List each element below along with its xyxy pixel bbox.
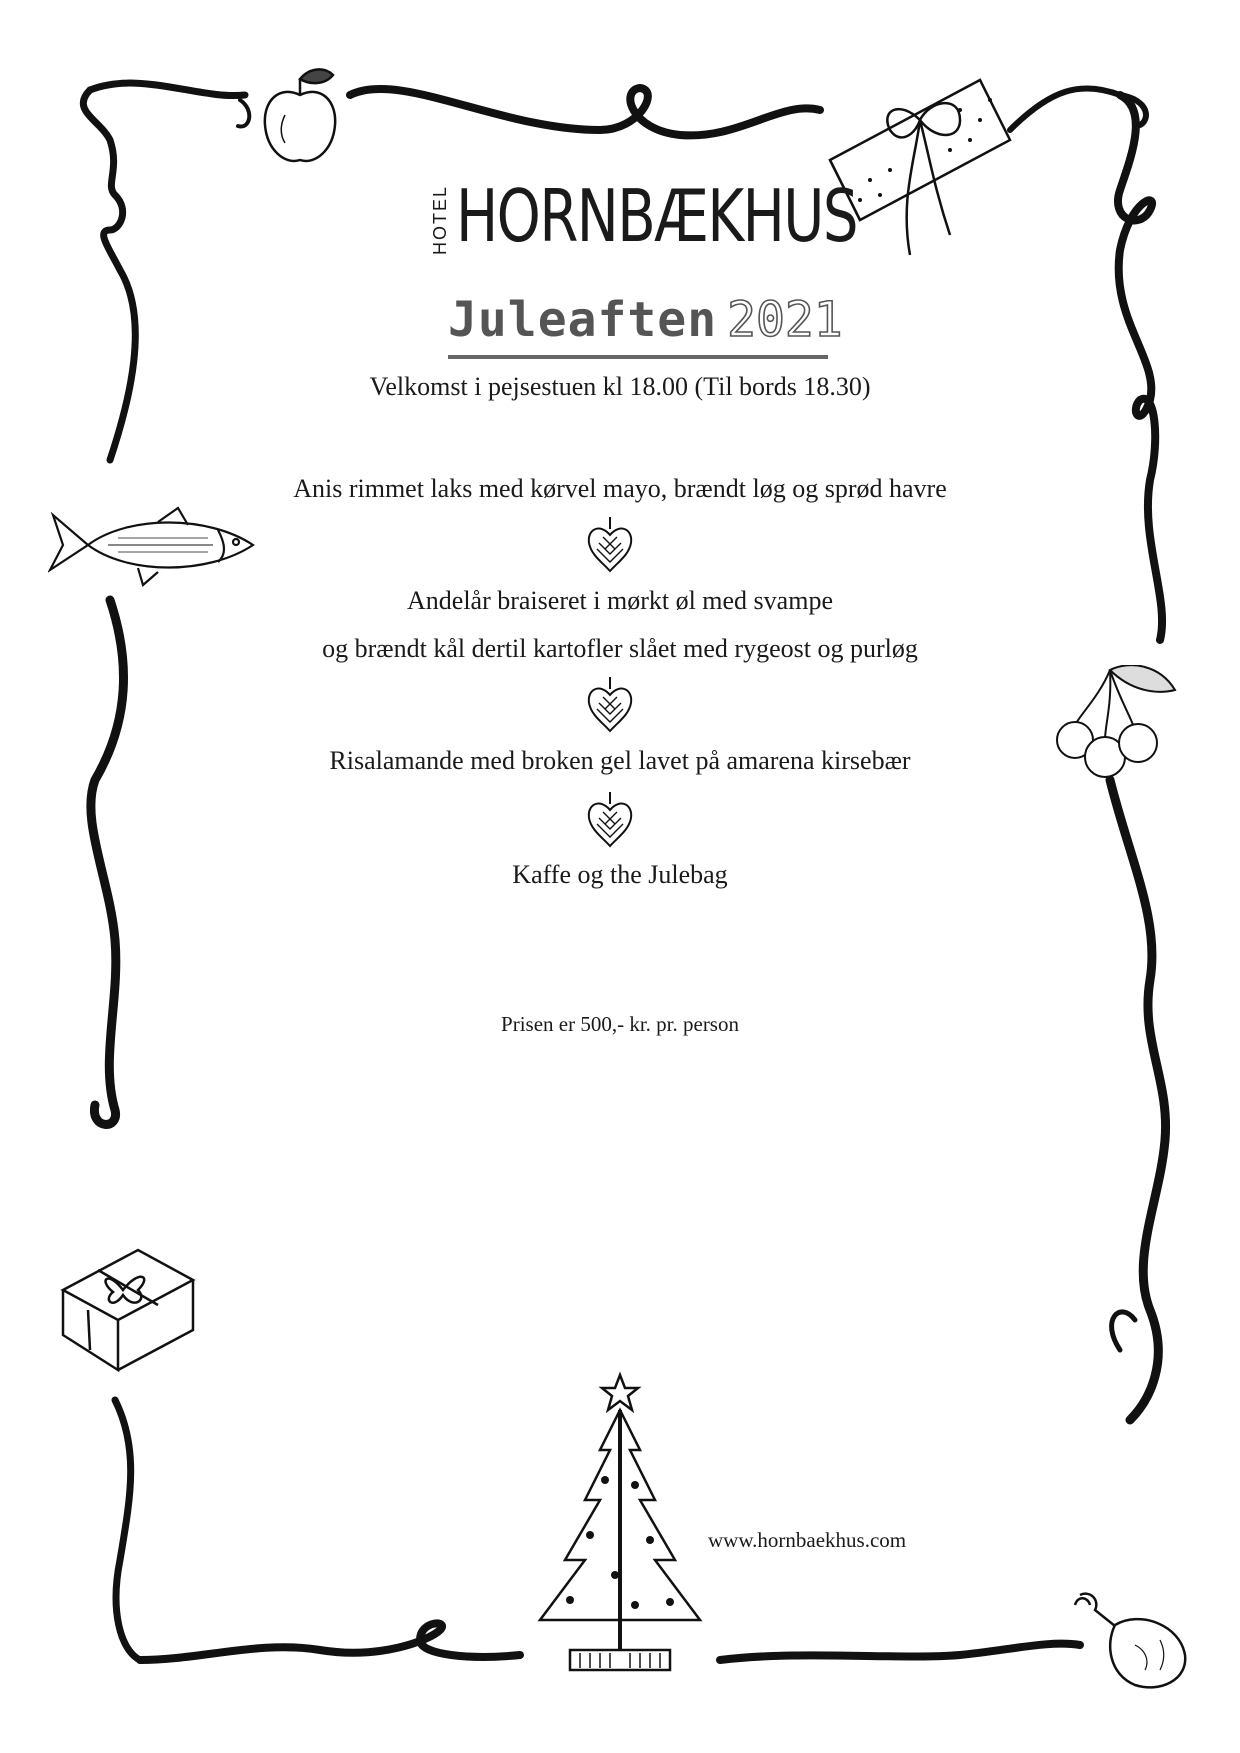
logo-hotel-label: HOTEL (430, 185, 450, 256)
gift-box-illustration (58, 1220, 198, 1380)
apple-illustration (255, 65, 345, 175)
woven-heart-icon (585, 675, 635, 735)
christmas-tree-illustration (510, 1370, 730, 1680)
website-link[interactable]: www.hornbaekhus.com (708, 1528, 907, 1552)
welcome-line: Velkomst i pejsestuen kl 18.00 (Til bords 18.30) (369, 372, 871, 401)
menu-course-3: Risalamande med broken gel lavet på amarena kirsebær (329, 746, 911, 775)
logo-brand-name: HORNBÆKHUS (456, 174, 857, 258)
woven-heart-icon (585, 515, 635, 575)
title-word: Juleaften (448, 292, 718, 348)
menu-course-2-line-1: Andelår braiseret i mørkt øl med svampe (407, 586, 833, 615)
woven-heart-icon (585, 790, 635, 850)
title-underline (448, 355, 828, 359)
menu-course-1: Anis rimmet laks med kørvel mayo, brændt løg og sprød havre (293, 474, 947, 503)
title-year: 2021 (727, 292, 843, 348)
page-title (448, 292, 843, 362)
fish-illustration (48, 500, 263, 590)
price-line: Prisen er 500,- kr. pr. person (501, 1012, 739, 1036)
menu-course-4: Kaffe og the Julebag (512, 860, 728, 889)
roast-leg-illustration (1070, 1585, 1190, 1695)
menu-course-2-line-2: og brændt kål dertil kartofler slået med rygeost og purløg (322, 634, 918, 663)
